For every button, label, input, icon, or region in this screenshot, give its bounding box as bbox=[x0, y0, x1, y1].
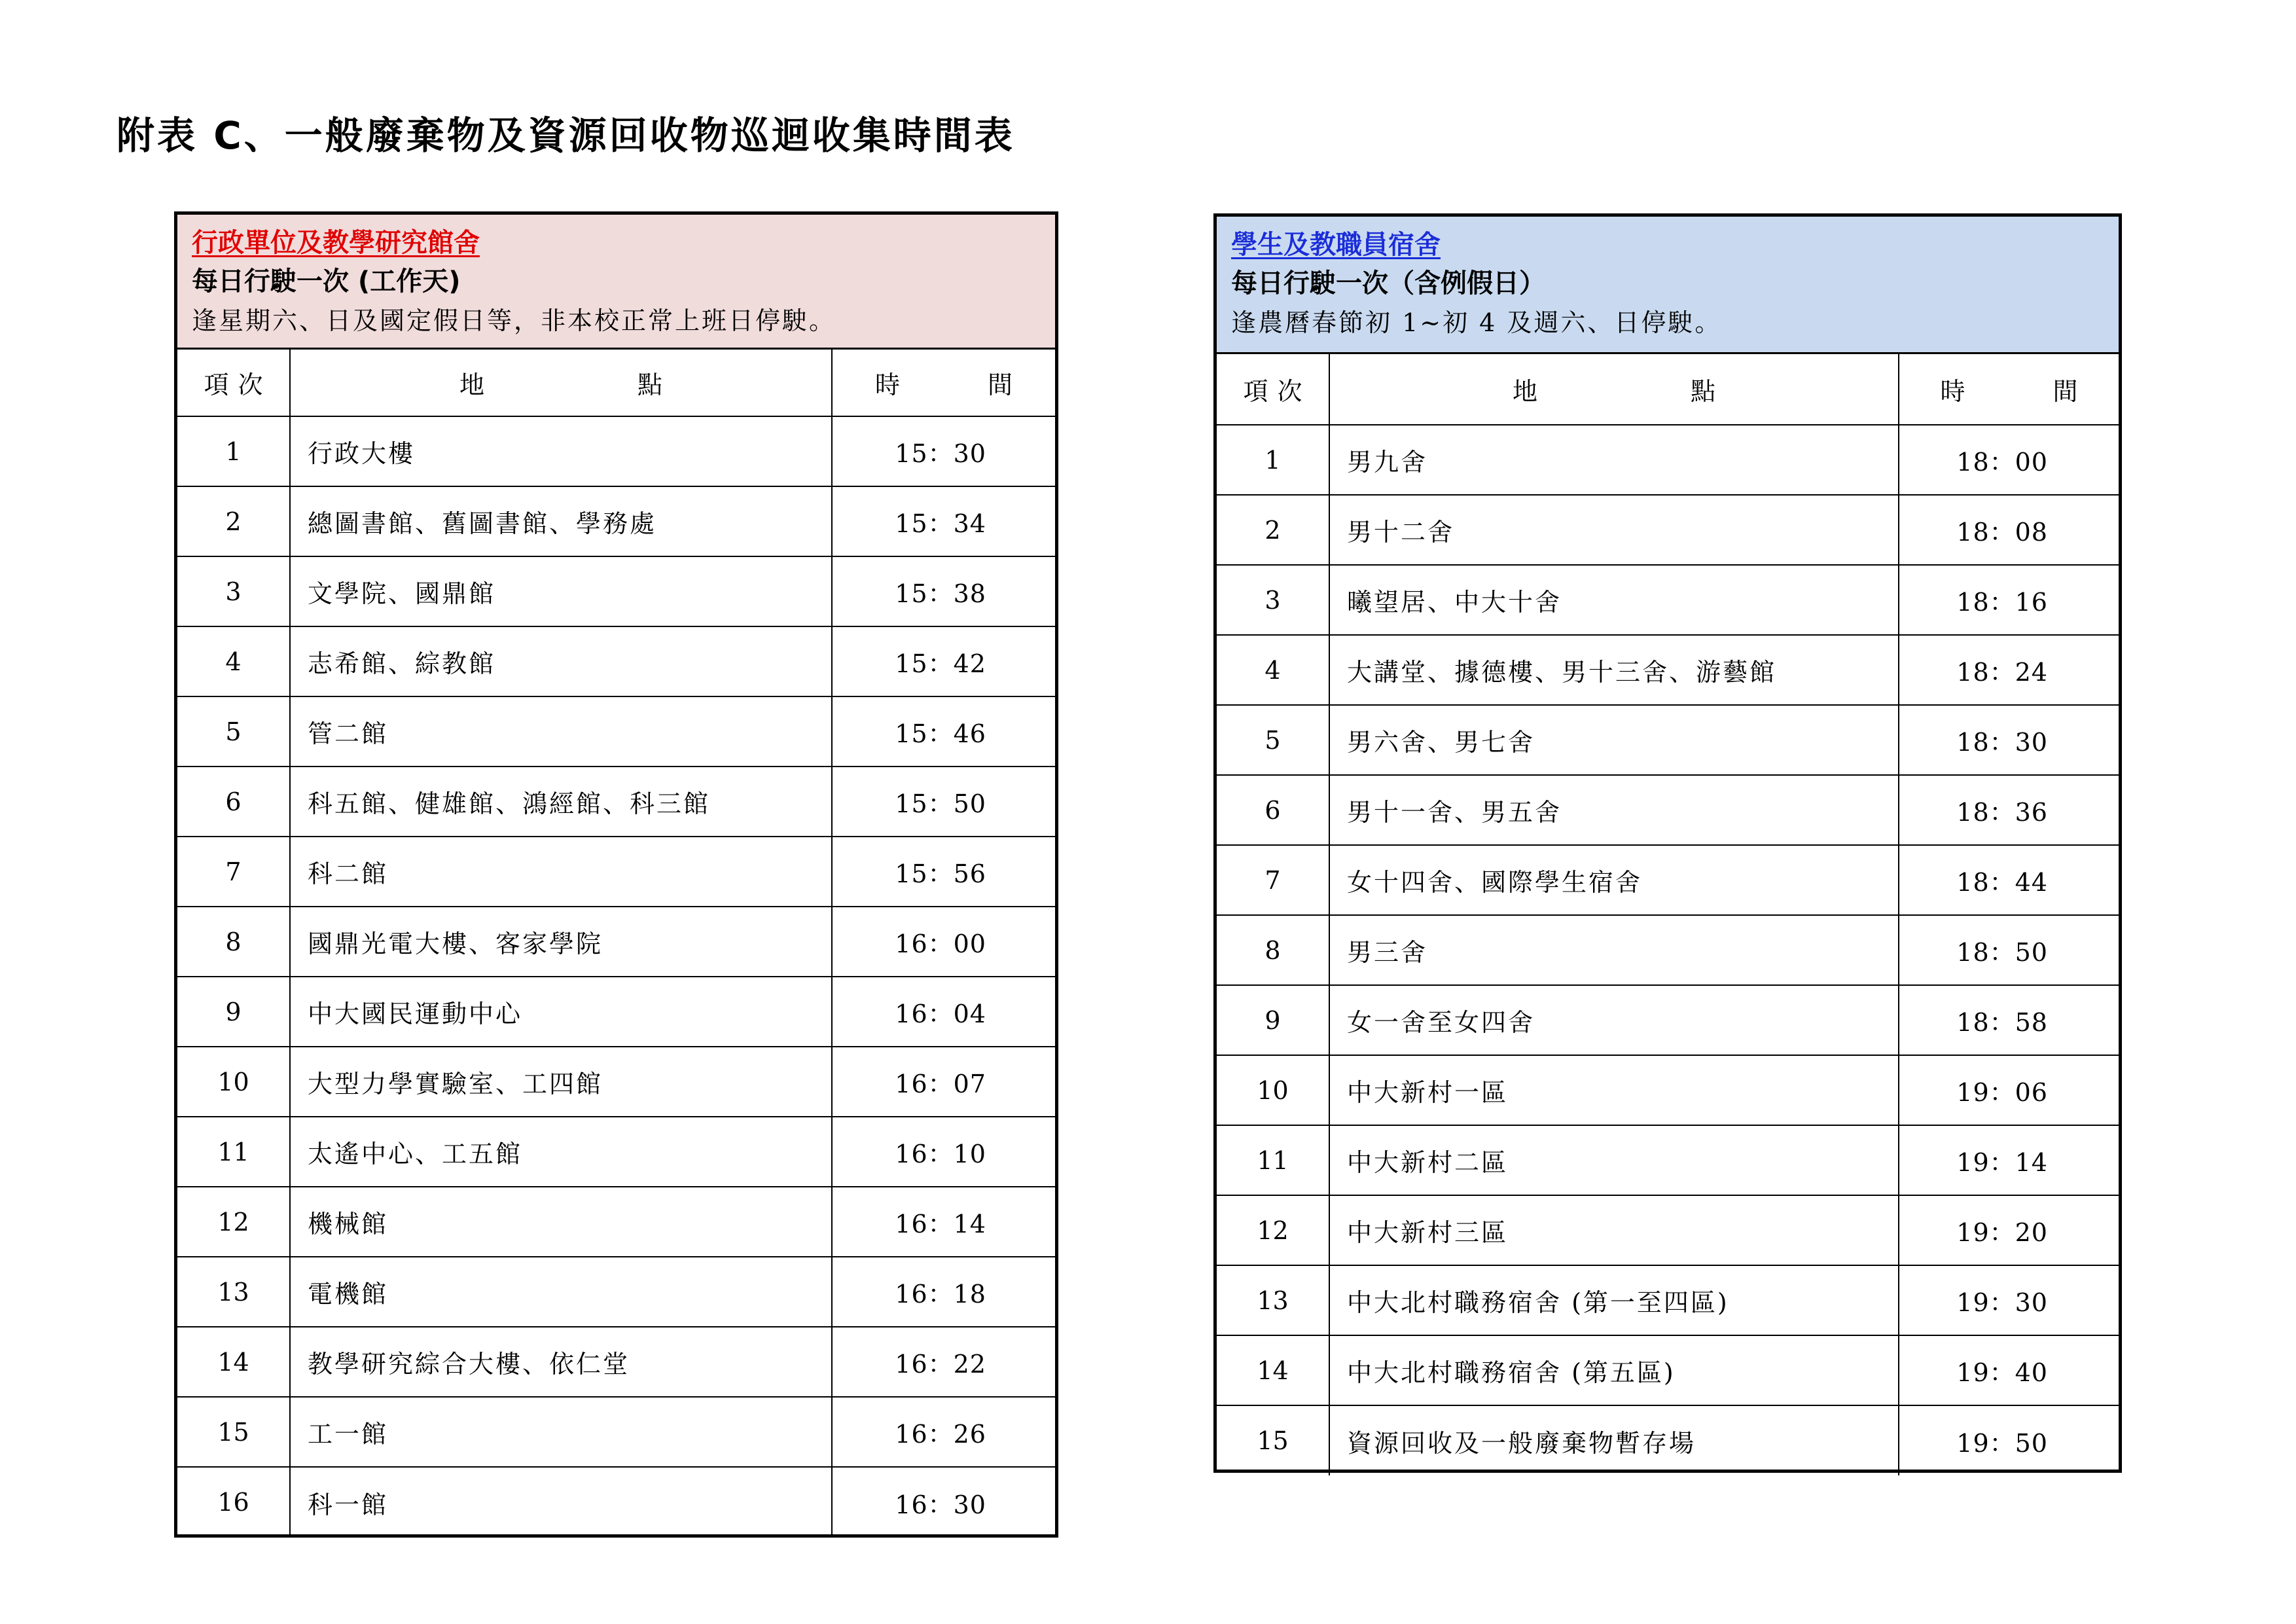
row-time: 19：14 bbox=[1899, 1125, 2119, 1195]
column-header-time bbox=[1899, 354, 2119, 425]
row-time: 19：40 bbox=[1899, 1335, 2119, 1405]
table-row bbox=[177, 626, 1055, 696]
table-row bbox=[1217, 565, 2119, 635]
row-time: 15：38 bbox=[832, 556, 1055, 626]
row-time: 16：14 bbox=[832, 1187, 1055, 1257]
row-number: 15 bbox=[1217, 1405, 1329, 1475]
row-number: 10 bbox=[1217, 1055, 1329, 1125]
column-header-row bbox=[177, 350, 1055, 416]
row-time: 15：46 bbox=[832, 696, 1055, 767]
column-header-time-part: 間 bbox=[987, 370, 1013, 399]
row-number: 15 bbox=[177, 1397, 290, 1467]
table-row bbox=[177, 907, 1055, 977]
schedule-rows bbox=[1217, 425, 2119, 1475]
column-header-no-part: 項 bbox=[1243, 377, 1268, 406]
row-time: 15：34 bbox=[832, 486, 1055, 556]
column-header-time-part: 時 bbox=[1940, 377, 1965, 406]
row-number: 2 bbox=[1217, 495, 1329, 565]
frequency-note: 每日行駛一次 (工作天) bbox=[192, 266, 461, 297]
row-location: 中大新村三區 bbox=[1329, 1195, 1899, 1265]
row-location: 男十二舍 bbox=[1329, 495, 1899, 565]
row-time: 18：50 bbox=[1899, 915, 2119, 985]
row-time: 16：10 bbox=[832, 1117, 1055, 1187]
row-number: 8 bbox=[177, 907, 290, 977]
row-number: 4 bbox=[177, 626, 290, 696]
row-time: 16：07 bbox=[832, 1047, 1055, 1117]
row-number: 9 bbox=[177, 977, 290, 1047]
row-time: 16：18 bbox=[832, 1257, 1055, 1327]
table-row bbox=[177, 767, 1055, 837]
row-time: 18：24 bbox=[1899, 635, 2119, 705]
row-number: 4 bbox=[1217, 635, 1329, 705]
row-location: 中大北村職務宿舍 (第五區) bbox=[1329, 1335, 1899, 1405]
row-number: 13 bbox=[1217, 1265, 1329, 1335]
row-number: 14 bbox=[177, 1327, 290, 1397]
table-row bbox=[177, 416, 1055, 486]
table-row bbox=[177, 556, 1055, 626]
page-title: 附表 C、一般廢棄物及資源回收物巡迴收集時間表 bbox=[117, 113, 1015, 158]
row-number: 8 bbox=[1217, 915, 1329, 985]
table-row bbox=[1217, 845, 2119, 915]
row-number: 5 bbox=[177, 696, 290, 767]
table-row bbox=[1217, 985, 2119, 1055]
table-row bbox=[177, 486, 1055, 556]
row-location: 中大新村一區 bbox=[1329, 1055, 1899, 1125]
column-header-location bbox=[1329, 354, 1899, 425]
table-row bbox=[1217, 915, 2119, 985]
column-header-time-part: 間 bbox=[2053, 377, 2078, 406]
table-row bbox=[177, 1327, 1055, 1397]
row-number: 6 bbox=[1217, 775, 1329, 845]
admin-schedule-table bbox=[174, 211, 1058, 1538]
row-number: 10 bbox=[177, 1047, 290, 1117]
row-location: 女十四舍、國際學生宿舍 bbox=[1329, 845, 1899, 915]
row-number: 1 bbox=[1217, 425, 1329, 495]
schedule-grid bbox=[1217, 354, 2119, 1475]
table-row bbox=[177, 1397, 1055, 1467]
column-header-location-part: 地 bbox=[459, 370, 485, 399]
row-number: 1 bbox=[177, 416, 290, 486]
column-header-location bbox=[290, 350, 832, 416]
row-number: 12 bbox=[177, 1187, 290, 1257]
row-time: 16：26 bbox=[832, 1397, 1055, 1467]
row-time: 15：50 bbox=[832, 767, 1055, 837]
unit-name: 學生及教職員宿舍 bbox=[1231, 230, 1441, 260]
row-location: 科二館 bbox=[290, 837, 832, 907]
table-row bbox=[177, 1257, 1055, 1327]
row-location: 教學研究綜合大樓、依仁堂 bbox=[290, 1327, 832, 1397]
suspension-note: 逢農曆春節初 1~初 4 及週六、日停駛。 bbox=[1231, 308, 1722, 337]
row-number: 3 bbox=[1217, 565, 1329, 635]
row-location: 電機館 bbox=[290, 1257, 832, 1327]
row-location: 資源回收及一般廢棄物暫存場 bbox=[1329, 1405, 1899, 1475]
table-row bbox=[1217, 1405, 2119, 1475]
row-time: 16：00 bbox=[832, 907, 1055, 977]
column-header-no-part: 項 bbox=[204, 370, 229, 399]
row-time: 16：04 bbox=[832, 977, 1055, 1047]
row-time: 18：08 bbox=[1899, 495, 2119, 565]
schedule-rows bbox=[177, 416, 1055, 1537]
column-header-no bbox=[1217, 354, 1329, 425]
row-time: 19：30 bbox=[1899, 1265, 2119, 1335]
column-header-time-part: 時 bbox=[875, 370, 901, 399]
schedule-grid bbox=[177, 350, 1055, 1537]
table-row bbox=[1217, 775, 2119, 845]
row-time: 15：42 bbox=[832, 626, 1055, 696]
row-time: 18：30 bbox=[1899, 705, 2119, 775]
row-location: 女一舍至女四舍 bbox=[1329, 985, 1899, 1055]
dormitory-schedule-header bbox=[1217, 217, 2119, 354]
row-time: 18：16 bbox=[1899, 565, 2119, 635]
row-location: 總圖書館、舊圖書館、學務處 bbox=[290, 486, 832, 556]
row-time: 18：44 bbox=[1899, 845, 2119, 915]
table-row bbox=[1217, 1195, 2119, 1265]
row-time: 19：06 bbox=[1899, 1055, 2119, 1125]
row-time: 19：20 bbox=[1899, 1195, 2119, 1265]
row-number: 16 bbox=[177, 1467, 290, 1537]
row-time: 16：22 bbox=[832, 1327, 1055, 1397]
column-header-location-part: 點 bbox=[637, 370, 662, 399]
row-time: 18：36 bbox=[1899, 775, 2119, 845]
row-location: 男三舍 bbox=[1329, 915, 1899, 985]
row-number: 3 bbox=[177, 556, 290, 626]
column-header-no-part: 次 bbox=[238, 370, 263, 399]
row-number: 7 bbox=[1217, 845, 1329, 915]
row-location: 中大新村二區 bbox=[1329, 1125, 1899, 1195]
row-location: 中大北村職務宿舍 (第一至四區) bbox=[1329, 1265, 1899, 1335]
table-row bbox=[1217, 1055, 2119, 1125]
table-row bbox=[1217, 1335, 2119, 1405]
row-number: 13 bbox=[177, 1257, 290, 1327]
table-row bbox=[1217, 705, 2119, 775]
row-number: 5 bbox=[1217, 705, 1329, 775]
row-time: 15：56 bbox=[832, 837, 1055, 907]
table-row bbox=[177, 1047, 1055, 1117]
column-header-no-part: 次 bbox=[1277, 377, 1302, 406]
row-location: 男九舍 bbox=[1329, 425, 1899, 495]
row-number: 12 bbox=[1217, 1195, 1329, 1265]
row-location: 中大國民運動中心 bbox=[290, 977, 832, 1047]
row-time: 16：30 bbox=[832, 1467, 1055, 1537]
row-location: 管二館 bbox=[290, 696, 832, 767]
table-row bbox=[1217, 495, 2119, 565]
table-row bbox=[177, 1187, 1055, 1257]
table-row bbox=[177, 1467, 1055, 1537]
table-row bbox=[177, 837, 1055, 907]
row-location: 行政大樓 bbox=[290, 416, 832, 486]
admin-schedule-header bbox=[177, 215, 1055, 350]
dormitory-schedule-table bbox=[1213, 213, 2122, 1473]
table-row bbox=[1217, 1265, 2119, 1335]
column-header-no bbox=[177, 350, 290, 416]
row-location: 男十一舍、男五舍 bbox=[1329, 775, 1899, 845]
row-time: 18：00 bbox=[1899, 425, 2119, 495]
row-time: 15：30 bbox=[832, 416, 1055, 486]
column-header-location-part: 地 bbox=[1513, 377, 1538, 406]
column-header-location-part: 點 bbox=[1690, 377, 1715, 406]
unit-name: 行政單位及教學研究館舍 bbox=[192, 228, 480, 258]
table-row bbox=[1217, 635, 2119, 705]
row-number: 7 bbox=[177, 837, 290, 907]
table-row bbox=[1217, 425, 2119, 495]
row-location: 科五館、健雄館、鴻經館、科三館 bbox=[290, 767, 832, 837]
table-row bbox=[177, 1117, 1055, 1187]
column-header-time bbox=[832, 350, 1055, 416]
row-location: 曦望居、中大十舍 bbox=[1329, 565, 1899, 635]
row-location: 科一館 bbox=[290, 1467, 832, 1537]
row-number: 2 bbox=[177, 486, 290, 556]
row-location: 文學院、國鼎館 bbox=[290, 556, 832, 626]
row-location: 大講堂、據德樓、男十三舍、游藝館 bbox=[1329, 635, 1899, 705]
row-time: 19：50 bbox=[1899, 1405, 2119, 1475]
table-row bbox=[177, 696, 1055, 767]
column-header-row bbox=[1217, 354, 2119, 425]
row-location: 國鼎光電大樓、客家學院 bbox=[290, 907, 832, 977]
row-number: 11 bbox=[177, 1117, 290, 1187]
row-location: 大型力學實驗室、工四館 bbox=[290, 1047, 832, 1117]
row-location: 太遙中心、工五館 bbox=[290, 1117, 832, 1187]
table-row bbox=[177, 977, 1055, 1047]
row-time: 18：58 bbox=[1899, 985, 2119, 1055]
row-number: 14 bbox=[1217, 1335, 1329, 1405]
suspension-note: 逢星期六、日及國定假日等，非本校正常上班日停駛。 bbox=[192, 306, 836, 335]
row-location: 工一館 bbox=[290, 1397, 832, 1467]
row-number: 6 bbox=[177, 767, 290, 837]
row-number: 9 bbox=[1217, 985, 1329, 1055]
table-row bbox=[1217, 1125, 2119, 1195]
row-location: 志希館、綜教館 bbox=[290, 626, 832, 696]
row-location: 機械館 bbox=[290, 1187, 832, 1257]
row-number: 11 bbox=[1217, 1125, 1329, 1195]
frequency-note: 每日行駛一次（含例假日） bbox=[1231, 268, 1545, 298]
row-location: 男六舍、男七舍 bbox=[1329, 705, 1899, 775]
